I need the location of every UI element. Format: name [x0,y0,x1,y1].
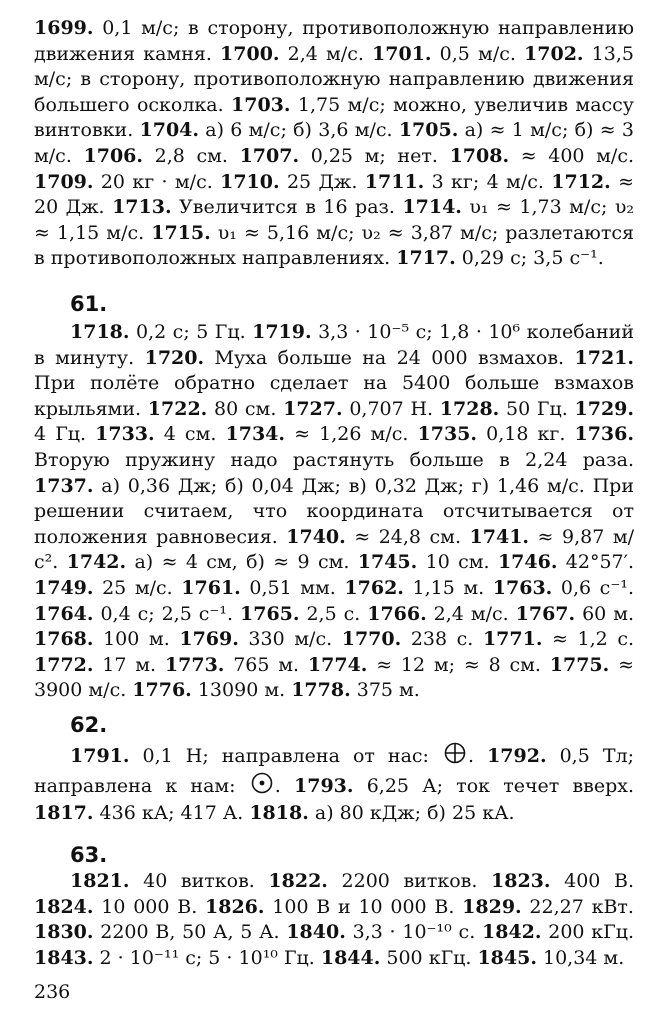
answer-number: 1774. [307,653,368,676]
answer-number: 1763. [492,576,553,599]
answer-number: 1771. [482,628,543,651]
answer-text: 13090 м. [191,679,292,702]
answer-text: 2,8 см. [143,144,240,167]
section-heading-61: 61. [70,292,108,316]
circle-dot-icon [251,772,273,802]
answer-text: 50 Гц. [499,397,575,420]
answer-number: 1745. [357,551,418,574]
answer-number: 1734. [225,423,285,446]
answer-text: 80 см. [207,397,284,420]
answer-number: 1735. [417,423,477,446]
answer-text: Муха больше на 24 000 взмахов. [204,346,575,369]
answer-number: 1720. [144,346,205,369]
answer-number: 1773. [164,653,225,676]
answer-number: 1722. [147,397,208,420]
answer-number: 1764. [34,602,94,625]
answer-text: 42°57′. [557,551,634,574]
answer-number: 1767. [515,602,576,625]
answer-number: 1737. [34,474,94,497]
answer-text: 1,15 м. [403,576,493,599]
answer-number: 1842. [482,921,542,944]
answer-text: ≈ 400 м/с. [509,144,635,167]
answer-text: 330 м/с. [238,628,342,651]
answer-text: Увеличится в 16 раз. [171,196,403,219]
answer-text: 3,3 · 10⁻⁵ с; 1,8 · 10⁶ колебаний в минуту. [34,321,634,369]
answer-number: 1768. [34,628,94,651]
answer-text: 17 м. [93,653,165,676]
answer-number: 1718. [70,321,130,343]
answer-text: 0,707 Н. [342,397,440,420]
answer-text: 0,25 м; нет. [299,144,450,167]
answer-number: 1715. [151,221,211,244]
answer-number: 1705. [398,119,459,142]
answer-text: 10 см. [417,551,498,574]
answer-number: 1710. [220,170,280,193]
answer-number: 1728. [439,397,500,420]
answer-text: Вторую пружину надо растянуть больше в 2,24 раза. [34,448,634,471]
answer-text: 0,1 Н; направлена от нас: [129,744,442,767]
answer-text: 10,34 м. [536,946,625,969]
answer-text: а) ≈ 1 м/с; б) ≈ 3 м/с. [34,119,634,167]
answer-text: 0,51 мм. [240,576,345,599]
answer-number: 1792. [487,744,547,767]
answer-text: 0,4 с; 2,5 с⁻¹. [93,602,241,625]
answer-text: 0,5 м/с. [431,42,525,65]
answer-number: 1775. [549,653,610,676]
answer-number: 1712. [551,170,611,193]
answer-text: а) ≈ 4 см, б) ≈ 9 см. [126,551,358,574]
answer-number: 1766. [367,602,427,625]
answers-section-61 [34,320,634,704]
answer-number: 1727. [283,397,343,420]
answer-number: 1845. [477,946,537,969]
answer-number: 1746. [497,551,558,574]
answer-number: 1817. [34,802,94,825]
answer-number: 1740. [286,525,346,548]
answer-text: 10 000 В. [93,895,205,918]
answer-number: 1830. [34,921,94,944]
section-heading-62: 62. [70,713,108,737]
answer-number: 1823. [491,870,551,892]
answer-text: 238 с. [401,628,483,651]
answer-number: 1707. [239,144,300,167]
answer-text: ≈ 9,87 м/с². [34,525,634,574]
answer-text: ≈ 1,2 с. [542,628,635,651]
answer-text: 2,4 м/с. [426,602,516,625]
answer-text: 0,1 м/с; в сторону, противоположную направлению движения камня. [34,17,634,65]
answer-number: 1702. [524,42,584,65]
answer-text: 3 кг; 4 м/с. [424,170,552,193]
answer-text: 1,75 м/с; можно, увеличив массу винтовки. [34,93,634,142]
answer-text: 20 кг · м/с. [93,170,221,193]
answer-text: υ₁ ≈ 5,16 м/с; υ₂ ≈ 3,87 м/с; разлетаются в противоположных направлениях. [34,221,634,270]
answer-text: а) 6 м/с; б) 3,6 м/с. [199,119,399,142]
answer-number: 1843. [34,946,94,969]
answer-number: 1701. [372,42,432,65]
answer-text: 40 витков. [129,870,269,892]
answer-number: 1765. [240,602,300,625]
answer-number: 1733. [95,423,155,446]
answer-text: 0,18 кг. [477,423,575,446]
answers-section-60-tail [34,16,634,272]
answer-number: 1711. [364,170,425,193]
answer-text: ≈ 20 Дж. [34,170,635,219]
answers-section-63 [34,869,634,971]
answer-number: 1729. [574,397,634,420]
answer-number: 1844. [320,946,381,969]
answer-text: 2 · 10⁻¹¹ с; 5 · 10¹⁰ Гц. [93,946,321,969]
answer-number: 1821. [70,870,130,892]
answer-text: 100 м. [93,628,180,651]
answer-text: 25 Дж. [279,170,365,193]
answer-text: 6,25 А; ток течет вверх. [353,774,635,797]
answer-text: ≈ 24,8 см. [345,525,470,548]
answer-number: 1709. [34,170,94,193]
answer-text: 2,4 м/с. [279,42,373,65]
answer-number: 1772. [34,653,94,676]
answer-text: 2200 В, 50 А, 5 А. [93,921,287,944]
answer-number: 1778. [291,679,351,702]
answer-text: 13,5 м/с; в сторону, противоположную направлению движения большего осколка. [34,42,634,116]
answer-text: 200 кГц. [541,921,634,944]
answer-number: 1721. [574,346,634,369]
answer-number: 1776. [132,679,192,702]
answer-text: При полёте обратно сделает на 5400 больше взмахов крыльями. [34,372,634,420]
answer-text: 0,29 с; 3,5 с⁻¹. [455,247,604,270]
answer-text: 4 см. [154,423,226,446]
answer-text: 60 м. [575,602,635,625]
answer-number: 1822. [268,870,328,892]
answer-number: 1717. [396,247,456,270]
answer-text: 765 м. [224,653,308,676]
answer-number: 1700. [220,42,280,65]
answer-number: 1824. [34,895,94,918]
answer-number: 1793. [294,774,354,797]
answer-text: 4 Гц. [34,423,96,446]
answer-number: 1840. [286,921,346,944]
answer-text: 3,3 · 10⁻¹⁰ с. [345,921,482,944]
answer-number: 1791. [70,744,130,767]
answer-text: υ₁ ≈ 1,73 м/с; υ₂ ≈ 1,15 м/с. [34,196,634,244]
answer-number: 1770. [341,628,402,651]
answer-text: 0,6 с⁻¹. [552,576,634,599]
answer-text: 0,5 Тл; направлена к нам: [34,744,634,797]
answer-number: 1826. [205,895,265,918]
answer-text: а) 0,36 Дж; б) 0,04 Дж; в) 0,32 Дж; г) 1,46 м/с. При решении считаем, что координата отсчитывается от положения равновесия. [34,474,634,548]
answer-text: 0,2 с; 5 Гц. [129,321,253,343]
answer-text: 436 кА; 417 А. [93,802,250,825]
answer-text: 400 В. [550,870,634,892]
answer-number: 1708. [449,144,510,167]
answer-number: 1749. [34,576,94,599]
answer-number: 1761. [181,576,241,599]
answer-text: а) 80 кДж; б) 25 кА. [308,802,515,825]
answer-text: 100 В и 10 000 В. [264,895,463,918]
answer-number: 1719. [252,321,312,343]
answer-number: 1704. [139,119,200,142]
answer-number: 1706. [83,144,143,167]
answer-number: 1742. [66,551,127,574]
page-number: 236 [34,981,71,1003]
answer-number: 1829. [462,895,522,918]
circle-plus-icon [444,742,466,772]
answer-text: ≈ 3900 м/с. [34,653,634,702]
answer-number: 1703. [231,93,291,116]
answer-text: 2,5 с. [299,602,368,625]
punctuation: . [274,774,281,797]
answer-text: 22,27 кВт. [521,895,634,918]
answer-text: ≈ 12 м; ≈ 8 см. [367,653,550,676]
answer-number: 1713. [112,196,172,219]
answers-section-62 [34,742,634,827]
answer-number: 1699. [34,17,94,39]
answer-text: 500 кГц. [380,946,478,969]
answer-text: 375 м. [350,679,420,702]
answer-number: 1714. [402,196,462,219]
section-heading-63: 63. [70,843,108,867]
answer-number: 1736. [574,423,634,446]
answer-number: 1762. [344,576,404,599]
answer-number: 1769. [179,628,239,651]
answer-text: 2200 витков. [327,870,492,892]
punctuation: . [467,744,475,767]
answer-text: ≈ 1,26 м/с. [285,423,418,446]
answer-number: 1818. [249,802,309,825]
answer-number: 1741. [469,525,530,548]
answer-text: 25 м/с. [93,576,182,599]
